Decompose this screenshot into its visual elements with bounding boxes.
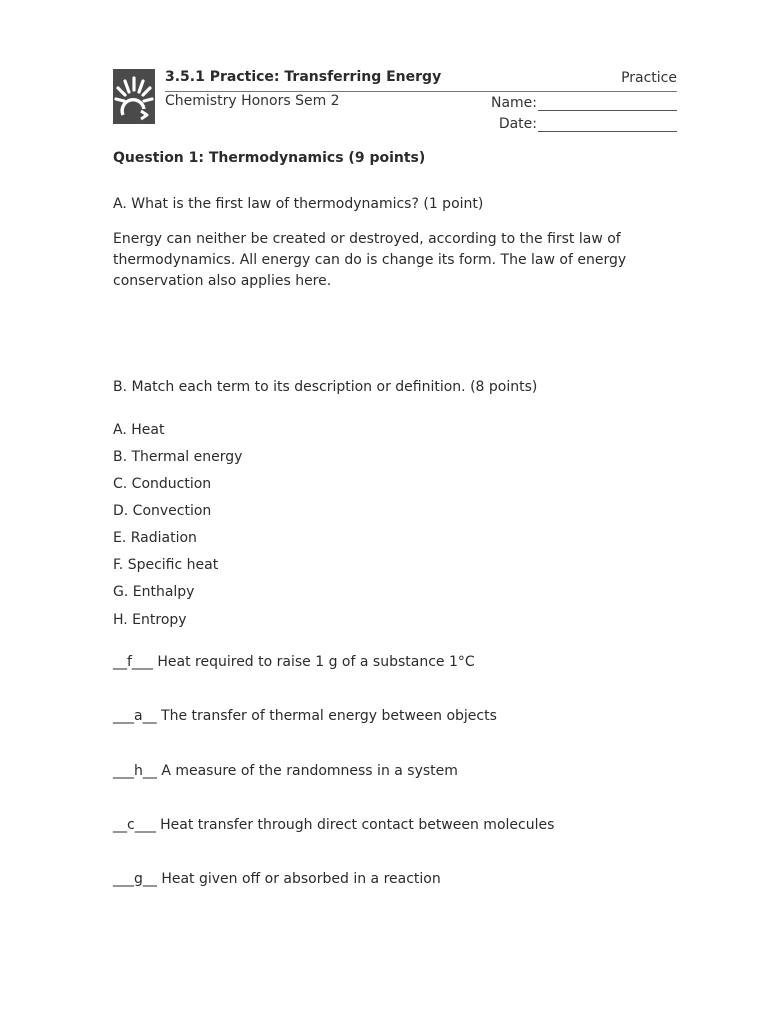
question-title: Question 1: Thermodynamics (9 points) [113,150,426,166]
term-item: H. Entropy [113,612,187,628]
match-item: ___g__ Heat given off or absorbed in a reaction [113,871,441,887]
part-b-prompt: B. Match each term to its description or definition. (8 points) [113,379,538,395]
date-label: Date: [498,116,537,132]
term-item: F. Specific heat [113,557,219,573]
match-item: ___a__ The transfer of thermal energy between objects [113,708,497,724]
name-label: Name: [490,95,537,111]
term-item: B. Thermal energy [113,449,243,465]
match-item: __c___ Heat transfer through direct contact between molecules [113,817,555,833]
sun-logo-icon [113,69,155,124]
term-item: E. Radiation [113,530,197,546]
term-item: D. Convection [113,503,212,519]
date-input-line[interactable] [538,117,677,132]
name-field [491,95,677,111]
term-item: A. Heat [113,422,165,438]
part-a-answer: Energy can neither be created or destroyed, according to the first law of thermodynamics. All energy can do is change its form. The law of energy conservation also applies here. [113,231,627,289]
name-input-line[interactable] [538,96,677,111]
match-item: ___h__ A measure of the randomness in a system [113,763,458,779]
worksheet-type-label: Practice [621,70,677,86]
date-field [499,116,677,132]
course-name: Chemistry Honors Sem 2 [165,93,340,109]
part-a-prompt: A. What is the first law of thermodynamics? (1 point) [113,196,484,212]
match-item: __f___ Heat required to raise 1 g of a substance 1°C [113,654,475,670]
term-item: G. Enthalpy [113,584,195,600]
worksheet-title: 3.5.1 Practice: Transferring Energy [165,69,442,85]
header-divider [165,91,677,92]
term-item: C. Conduction [113,476,212,492]
